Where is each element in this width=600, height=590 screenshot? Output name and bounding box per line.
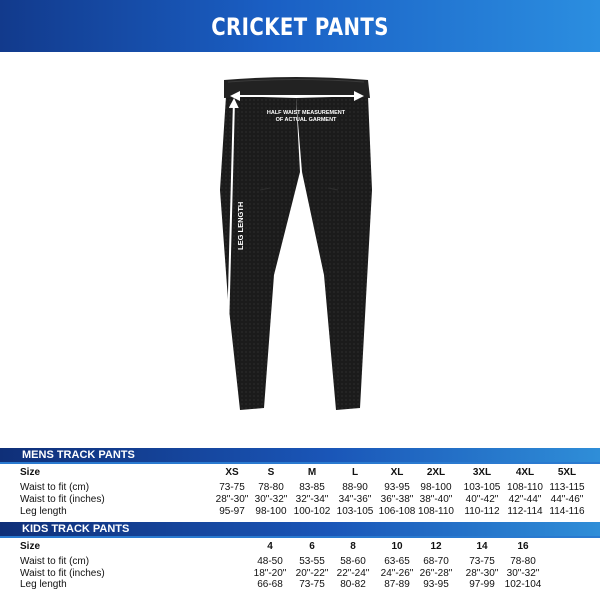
- table-cell: 100-102: [293, 506, 331, 517]
- table-cell: 106-108: [378, 506, 416, 517]
- table-cell: 73-75: [299, 579, 325, 590]
- kids-leg-length-row: [0, 578, 600, 590]
- kids-size: 16: [517, 541, 529, 552]
- mens-size: L: [351, 467, 359, 478]
- table-cell: 26"-28": [419, 568, 453, 579]
- mens-size: 4XL: [515, 467, 535, 478]
- table-cell: 53-55: [299, 556, 325, 567]
- kids-size: 8: [350, 541, 356, 552]
- leg-length-label: LEG LENGTH: [236, 201, 245, 250]
- table-cell: 44"-46": [550, 494, 584, 505]
- table-cell: 68-70: [423, 556, 449, 567]
- table-cell: 93-95: [384, 482, 410, 493]
- waist-note-line1: HALF WAIST MEASUREMENT: [266, 110, 346, 116]
- kids-size: 14: [476, 541, 488, 552]
- table-cell: 108-110: [418, 506, 454, 517]
- table-cell: 18"-20": [253, 568, 287, 579]
- table-cell: 73-75: [469, 556, 495, 567]
- table-cell: 28"-30": [215, 494, 249, 505]
- kids-size-row: [0, 540, 600, 553]
- kids-size: 4: [267, 541, 273, 552]
- mens-section-header: MENS TRACK PANTS: [0, 448, 600, 462]
- table-cell: 73-75: [219, 482, 245, 493]
- row-label: Waist to fit (cm): [20, 556, 90, 567]
- table-cell: 20"-22": [295, 568, 329, 579]
- table-cell: 103-105: [336, 506, 374, 517]
- mens-leg-length-row: [0, 505, 600, 518]
- mens-size: 3XL: [472, 467, 492, 478]
- kids-size: 6: [309, 541, 315, 552]
- row-label: Leg length: [20, 506, 67, 517]
- mens-size: 5XL: [557, 467, 577, 478]
- table-cell: 48-50: [257, 556, 283, 567]
- mens-size-label: Size: [20, 467, 41, 478]
- mens-size: S: [267, 467, 275, 478]
- table-cell: 112-114: [507, 506, 543, 517]
- page-title: CRICKET PANTS: [211, 13, 389, 41]
- table-cell: 42"-44": [508, 494, 542, 505]
- table-cell: 30"-32": [254, 494, 288, 505]
- kids-size-label: Size: [20, 541, 41, 552]
- table-cell: 102-104: [504, 579, 542, 590]
- waistband: [224, 77, 370, 98]
- row-label: Waist to fit (inches): [20, 494, 105, 505]
- table-cell: 34"-36": [338, 494, 372, 505]
- table-cell: 93-95: [423, 579, 449, 590]
- table-cell: 78-80: [510, 556, 536, 567]
- mens-size-row: [0, 466, 600, 479]
- mens-size: M: [307, 467, 317, 478]
- kids-size: 10: [391, 541, 403, 552]
- table-cell: 114-116: [549, 506, 585, 517]
- table-cell: 88-90: [342, 482, 368, 493]
- kids-section-header: KIDS TRACK PANTS: [0, 522, 600, 536]
- table-cell: 95-97: [219, 506, 245, 517]
- table-cell: 40"-42": [465, 494, 499, 505]
- pants-illustration: [200, 70, 390, 420]
- table-cell: 22"-24": [336, 568, 370, 579]
- mens-size: XL: [390, 467, 404, 478]
- table-cell: 98-100: [420, 482, 452, 493]
- mens-size: XS: [225, 467, 239, 478]
- row-label: Waist to fit (inches): [20, 568, 105, 579]
- row-label: Leg length: [20, 579, 67, 590]
- table-cell: 87-89: [384, 579, 410, 590]
- table-cell: 108-110: [507, 482, 543, 493]
- table-cell: 66-68: [257, 579, 283, 590]
- table-cell: 63-65: [384, 556, 410, 567]
- right-leg: [296, 96, 372, 410]
- table-cell: 98-100: [255, 506, 287, 517]
- table-cell: 24"-26": [380, 568, 414, 579]
- table-cell: 32"-34": [295, 494, 329, 505]
- table-cell: 97-99: [469, 579, 495, 590]
- table-cell: 103-105: [463, 482, 501, 493]
- kids-size: 12: [430, 541, 442, 552]
- table-cell: 80-82: [340, 579, 366, 590]
- waist-note-line2: OF ACTUAL GARMENT: [275, 117, 337, 123]
- mens-size: 2XL: [426, 467, 446, 478]
- table-cell: 113-115: [549, 482, 585, 493]
- table-cell: 110-112: [464, 506, 500, 517]
- table-cell: 78-80: [258, 482, 284, 493]
- table-cell: 28"-30": [465, 568, 499, 579]
- table-cell: 58-60: [340, 556, 366, 567]
- table-cell: 36"-38": [380, 494, 414, 505]
- row-label: Waist to fit (cm): [20, 482, 90, 493]
- table-cell: 30"-32": [506, 568, 540, 579]
- table-cell: 83-85: [299, 482, 325, 493]
- table-cell: 38"-40": [419, 494, 453, 505]
